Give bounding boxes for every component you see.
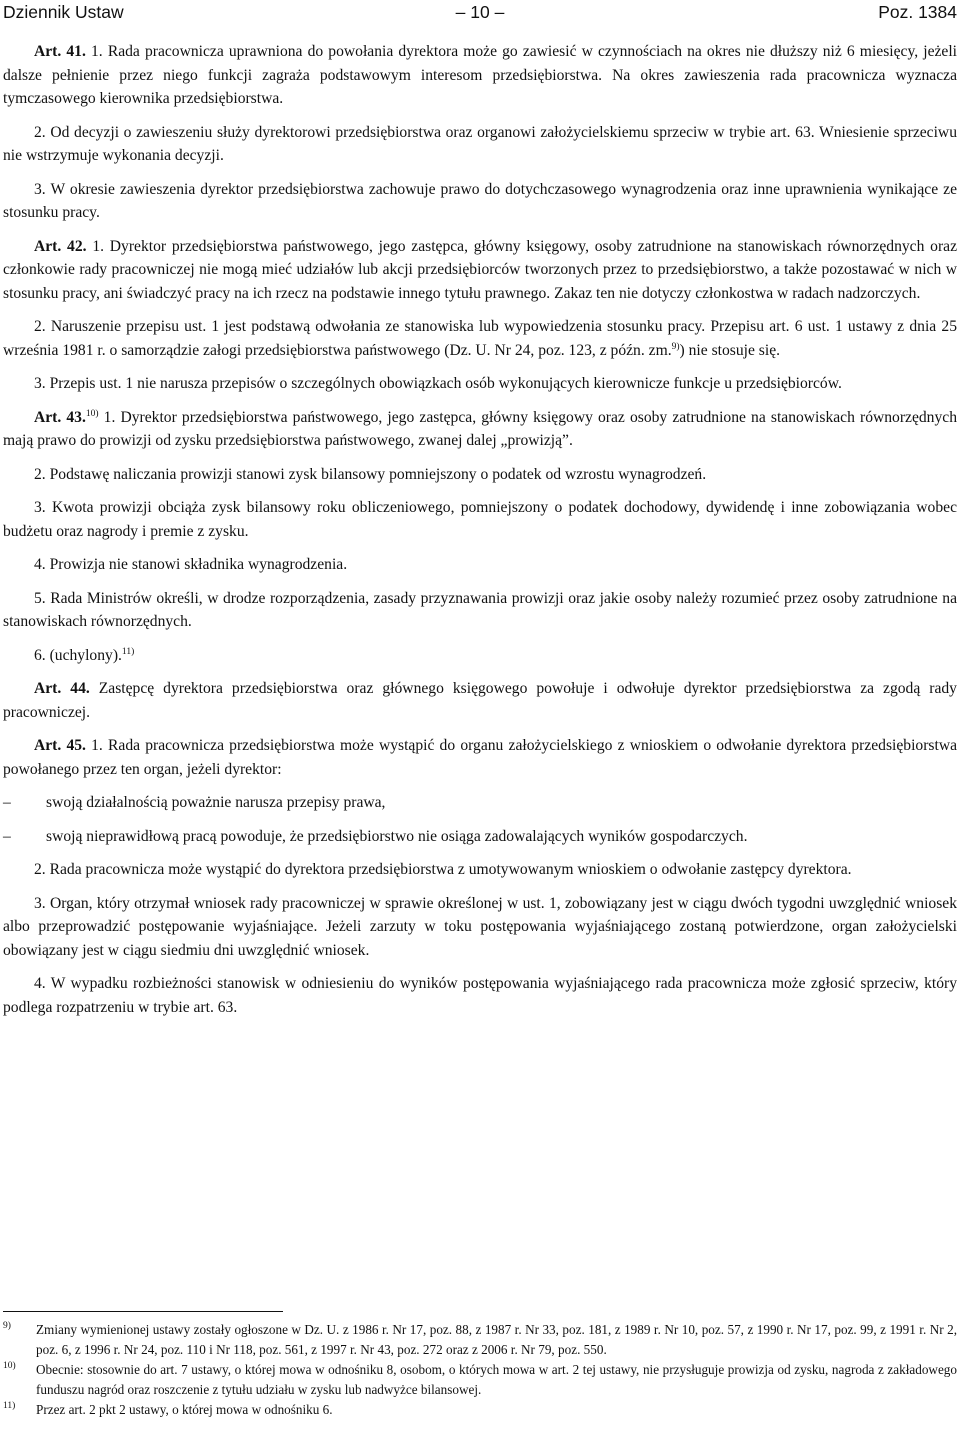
paragraph-text: 2. Naruszenie przepisu ust. 1 jest podstawą odwołania ze stanowiska lub wypowiedzenia stosunku pracy. Przepisu art. 6 ust. 1 ustawy z dnia 25 września 1981 r. o samorządzie załogi przedsiębiorstwa państwowego (Dz. U. Nr 24, poz. 123, z późn. zm. [3, 318, 957, 359]
article-42-para-3 [3, 372, 957, 396]
article-43-para-1 [3, 406, 957, 453]
footnote-ref[interactable]: 9) [671, 341, 680, 352]
paragraph-text: 3. W okresie zawieszenia dyrektor przedsiębiorstwa zachowuje prawo do dotychczasowego wynagrodzenia oraz inne uprawnienia wynikające ze stosunku pracy. [3, 180, 957, 221]
position-number: Poz. 1384 [878, 2, 957, 22]
paragraph-text: 4. Prowizja nie stanowi składnika wynagrodzenia. [34, 556, 348, 573]
paragraph-text: 2. Od decyzji o zawieszeniu służy dyrektorowi przedsiębiorstwa oraz organowi założycielskiemu sprzeciw w trybie art. 63. Wniesienie sprzeciwu nie wstrzymuje wykonania decyzji. [3, 123, 957, 164]
dash-list-item [3, 825, 957, 849]
article-heading: Art. 43. [34, 408, 86, 426]
footnote-text: Przez art. 2 pkt 2 ustawy, o której mowa w odnośniku 6. [36, 1402, 333, 1417]
list-item-text: swoją nieprawidłową pracą powoduje, że przedsiębiorstwo nie osiąga zadowalających wyników gospodarczych. [46, 827, 748, 845]
journal-title: Dziennik Ustaw [3, 2, 124, 22]
dash-list-item [3, 791, 957, 815]
page-number: – 10 – [455, 2, 505, 22]
paragraph-text: Zastępcę dyrektora przedsiębiorstwa oraz głównego księgowego powołuje i odwołuje dyrektor przedsiębiorstwa za zgodą rady pracowniczej. [3, 680, 957, 721]
article-heading: Art. 45. [34, 737, 86, 754]
article-43-para-5 [3, 587, 957, 634]
footnote-mark: 11) [3, 1401, 16, 1411]
article-45-para-4 [3, 972, 957, 1019]
article-43-para-6 [3, 644, 957, 668]
paragraph-text: 1. Rada pracownicza przedsiębiorstwa może wystąpić do organu założycielskiego z wnioskiem o odwołanie dyrektora przedsiębiorstwa powołanego przez ten organ, jeżeli dyrektor: [3, 737, 957, 778]
article-45-para-3 [3, 892, 957, 963]
footnote-9 [3, 1320, 957, 1359]
article-heading: Art. 41. [34, 43, 86, 60]
footnote-divider [3, 1311, 283, 1312]
footnote-text: Obecnie: stosownie do art. 7 ustawy, o której mowa w odnośniku 8, osobom, o których mowa w art. 2 tej ustawy, nie przysługuje prowizja od zysku, nagroda z zakładowego funduszu nagród oraz roszczenie z tytułu udziału w zysku lub nadwyżce bilansowej. [36, 1362, 957, 1397]
article-45-para-2 [3, 858, 957, 882]
list-item-text: swoją działalnością poważnie narusza przepisy prawa, [46, 794, 386, 811]
paragraph-text: 1. Dyrektor przedsiębiorstwa państwowego, jego zastępca, główny księgowy, osoby zatrudnione na stanowiskach równorzędnych oraz członkowie rady pracowniczej nie mogą mieć udziałów lub akcji przedsiębiorców tworzonych przez to przedsiębiorstwo, a także pozostawać w nich w stosunku pracy, ani świadczyć pracy na ich rzecz na podstawie innego tytułu prawnego. Zakaz ten nie dotyczy członkostwa w radach nadzorczych. [3, 237, 957, 302]
paragraph-text: 2. Rada pracownicza może wystąpić do dyrektora przedsiębiorstwa z umotywowanym wnioskiem o odwołanie zastępcy dyrektora. [34, 861, 852, 878]
article-41-para-3 [3, 178, 957, 225]
footnote-ref[interactable]: 10) [85, 408, 99, 419]
paragraph-text: 5. Rada Ministrów określi, w drodze rozporządzenia, zasady przyznawania prowizji oraz jakie osoby należy rozumieć przez osoby zatrudnione na stanowiskach równorzędnych. [3, 589, 957, 630]
footnote-10 [3, 1360, 957, 1399]
article-41-para-2 [3, 121, 957, 168]
dash-marker: – [3, 794, 11, 811]
article-41-para-1 [3, 40, 957, 111]
article-heading: Art. 44. [34, 680, 90, 697]
article-43-para-4 [3, 553, 957, 577]
paragraph-text: 2. Podstawę naliczania prowizji stanowi zysk bilansowy pomniejszony o podatek od wzrostu wynagrodzeń. [34, 465, 707, 483]
article-42-para-2 [3, 315, 957, 362]
page-header [3, 2, 957, 26]
paragraph-text: 3. Kwota prowizji obciąża zysk bilansowy roku obliczeniowego, pomniejszony o podatek dochodowy, dywidendę i inne zobowiązania wobec budżetu oraz nagrody i premie z zysku. [3, 499, 957, 540]
article-44-para [3, 677, 957, 724]
footnote-11 [3, 1400, 957, 1420]
paragraph-text: 4. W wypadku rozbieżności stanowisk w odniesieniu do wyników postępowania wyjaśniającego rada pracownicza może zgłosić sprzeciw, który podlega rozpatrzeniu w trybie art. 63. [3, 975, 957, 1016]
footnote-mark: 10) [3, 1361, 16, 1371]
footnote-mark: 9) [3, 1321, 11, 1331]
paragraph-text: ) nie stosuje się. [679, 341, 781, 359]
article-43-para-2 [3, 463, 957, 487]
dash-marker: – [3, 827, 11, 845]
footnote-text: Zmiany wymienionej ustawy zostały ogłoszone w Dz. U. z 1986 r. Nr 17, poz. 88, z 1987 r. Nr 33, poz. 181, z 1989 r. Nr 10, poz. 57, z 1990 r. Nr 17, poz. 99, z 1991 r. Nr 2, poz. 6, z 1996 r. Nr 24, poz. 110 i Nr 118, poz. 561, z 1997 r. Nr 43, poz. 272 oraz z 2006 r. Nr 79, poz. 550. [36, 1322, 957, 1357]
article-42-para-1 [3, 235, 957, 306]
footnotes [3, 1320, 957, 1421]
document-body [3, 40, 957, 1029]
article-45-para-1 [3, 734, 957, 781]
paragraph-text: 1. Dyrektor przedsiębiorstwa państwowego, jego zastępca, główny księgowy oraz osoby zatrudnione na stanowiskach równorzędnych mają prawo do prowizji od zysku przedsiębiorstwa państwowego, zwanej dalej „prowizją”. [3, 408, 957, 449]
article-43-para-3 [3, 496, 957, 543]
paragraph-text: 3. Organ, który otrzymał wniosek rady pracowniczej w sprawie określonej w ust. 1, zobowiązany jest w ciągu dwóch tygodni uwzględnić wniosek albo przeprowadzić postępowanie wyjaśniające. Jeżeli zarzuty w toku postępowania wyjaśniającego zostaną potwierdzone, organ założycielski obowiązany jest w ciągu siedmiu dni uwzględnić wniosek. [3, 894, 957, 959]
article-heading: Art. 42. [34, 237, 87, 255]
paragraph-text: 3. Przepis ust. 1 nie narusza przepisów o szczególnych obowiązkach osób wykonujących kierownicze funkcje u przedsiębiorców. [34, 375, 842, 392]
paragraph-text: 1. Rada pracownicza uprawniona do powołania dyrektora może go zawiesić w czynnościach na okres nie dłuższy niż 6 miesięcy, jeżeli dalsze pełnienie przez niego funkcji zagraża podstawowym interesom przedsiębiorstwa. Na okres zawieszenia rada pracownicza wyznacza tymczasowego kierownika przedsiębiorstwa. [3, 43, 957, 107]
footnote-ref[interactable]: 11) [121, 646, 135, 657]
paragraph-text: 6. (uchylony). [34, 646, 122, 664]
